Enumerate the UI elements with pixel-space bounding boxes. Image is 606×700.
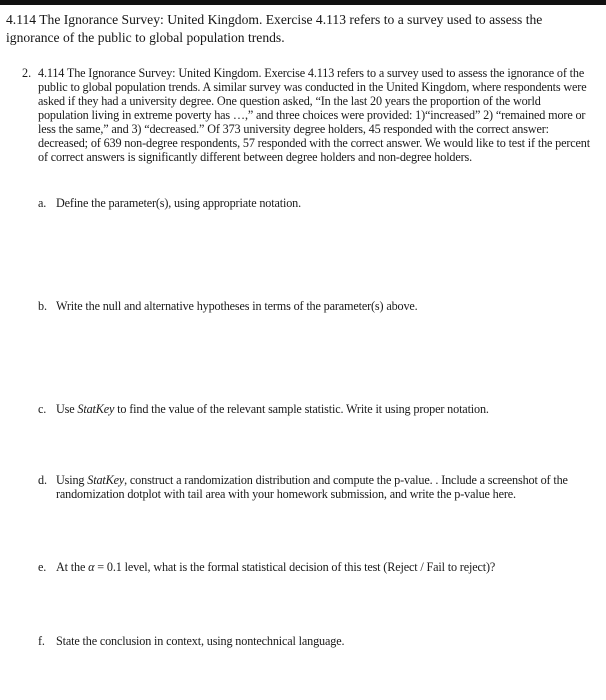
part-e-post: level, what is the formal statistical decision of this test (Reject / Fail to reject)? — [121, 560, 496, 574]
alpha-symbol: α — [88, 560, 95, 574]
part-a-text: Define the parameter(s), using appropriate notation. — [56, 196, 301, 210]
part-c-text — [56, 402, 594, 416]
part-d-pre: Using — [56, 473, 88, 487]
question-body: 4.114 The Ignorance Survey: United Kingdom. Exercise 4.113 refers to a survey used to assess the ignorance of the public to global population trends. A similar survey was conducted in the United Kingdom, where respondents were asked if they had a university degree. One question asked, “In the last 20 years the proportion of the world population living in extreme poverty has …,” and three choices were provided: 1)“increased” 2) “remained more or less the same,” and 3) “decreased.” Of 373 university degree holders, 45 responded with the correct answer: decreased; of 639 non-degree respondents, 57 responded with the correct answer. We would like to test if the percent of correct answers is significantly different between degree holders and non-degree holders. — [38, 66, 590, 164]
part-d-text — [56, 473, 594, 501]
part-b-text: Write the null and alternative hypotheses in terms of the parameter(s) above. — [56, 299, 418, 313]
part-c-label: c. — [38, 402, 47, 416]
statkey-name: StatKey — [87, 473, 125, 487]
part-f-label: f. — [38, 634, 45, 648]
part-c-pre: Use — [56, 402, 78, 416]
part-e-pre: At the — [56, 560, 89, 574]
part-f-text: State the conclusion in context, using nontechnical language. — [56, 634, 345, 648]
part-b-label: b. — [38, 299, 47, 313]
top-rule — [0, 0, 606, 5]
alpha-value: = 0.1 — [94, 560, 122, 574]
part-a-label: a. — [38, 196, 47, 210]
part-d-post: , construct a randomization distribution and compute the p-value. . Include a screenshot of the randomization dotplot with tail area with your homework submission, and write the p-value here. — [56, 473, 568, 501]
part-e-label: e. — [38, 560, 47, 574]
page-header: 4.114 The Ignorance Survey: United Kingdom. Exercise 4.113 refers to a survey used to assess the ignorance of the public to global population trends. — [6, 12, 543, 45]
question-number: 2. — [22, 66, 32, 80]
statkey-name: StatKey — [77, 402, 115, 416]
part-c-post: to find the value of the relevant sample statistic. Write it using proper notation. — [114, 402, 489, 416]
part-d-label: d. — [38, 473, 47, 487]
part-e-text — [56, 560, 594, 574]
